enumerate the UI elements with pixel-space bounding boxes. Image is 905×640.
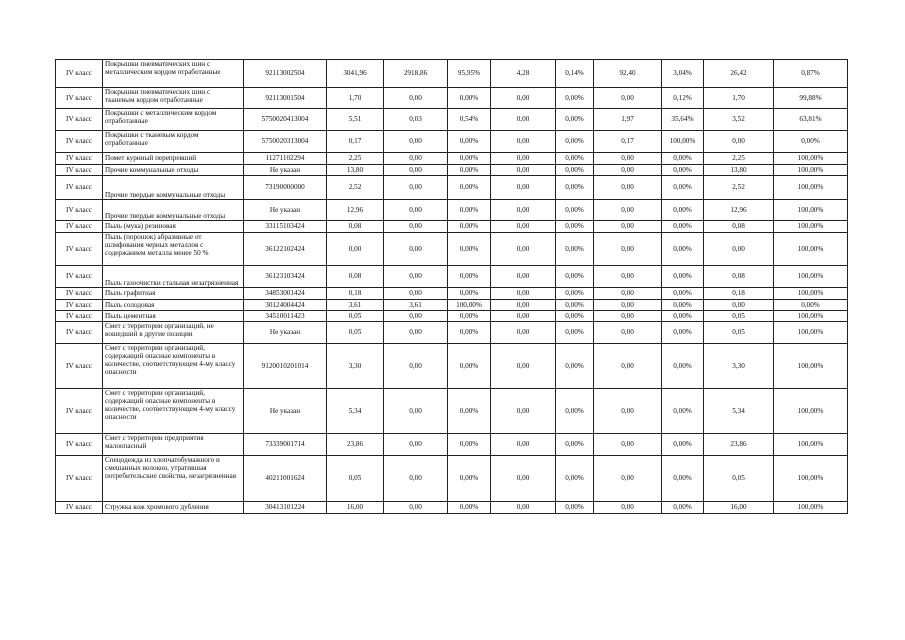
value-4-cell: 0,00 bbox=[594, 233, 662, 266]
value-5-cell: 0,05 bbox=[704, 311, 774, 322]
total-amount-cell: 12,96 bbox=[327, 200, 384, 221]
total-amount-cell: 0,00 bbox=[327, 233, 384, 266]
share-2-cell: 0,00% bbox=[448, 233, 491, 266]
hazard-class-cell: IV класс bbox=[56, 153, 103, 165]
share-5-cell: 0,00% bbox=[774, 300, 848, 311]
share-4-cell: 0,00% bbox=[662, 311, 704, 322]
share-5-cell: 100,00% bbox=[774, 434, 848, 456]
value-5-cell: 26,42 bbox=[704, 60, 774, 88]
hazard-class-cell: IV класс bbox=[56, 322, 103, 344]
share-2-cell: 0,00% bbox=[448, 165, 491, 176]
total-amount-cell: 2,52 bbox=[327, 176, 384, 200]
value-4-cell: 0,00 bbox=[594, 288, 662, 300]
total-amount-cell: 5,51 bbox=[327, 109, 384, 131]
value-3-cell: 0,00 bbox=[491, 131, 556, 153]
share-2-cell: 0,00% bbox=[448, 176, 491, 200]
share-2-cell: 0,00% bbox=[448, 389, 491, 434]
table-row bbox=[56, 221, 848, 233]
value-5-cell: 13,80 bbox=[704, 165, 774, 176]
table-row bbox=[56, 153, 848, 165]
share-5-cell: 100,00% bbox=[774, 502, 848, 514]
share-4-cell: 0,00% bbox=[662, 389, 704, 434]
value-2-cell: 0,03 bbox=[384, 109, 448, 131]
value-3-cell: 4,28 bbox=[491, 60, 556, 88]
waste-name-cell: Покрышки пневматических шин с тканевым кордом отработанные bbox=[103, 88, 244, 109]
fkko-code-cell: Не указан bbox=[244, 322, 327, 344]
value-2-cell: 0,00 bbox=[384, 131, 448, 153]
share-2-cell: 0,00% bbox=[448, 456, 491, 502]
share-3-cell: 0,00% bbox=[556, 165, 594, 176]
value-2-cell: 0,00 bbox=[384, 233, 448, 266]
table-row bbox=[56, 88, 848, 109]
waste-name-cell: Пыль газоочистки стальная незагрязненная bbox=[103, 266, 244, 288]
value-4-cell: 0,00 bbox=[594, 176, 662, 200]
table-row bbox=[56, 200, 848, 221]
share-2-cell: 100,00% bbox=[448, 300, 491, 311]
share-3-cell: 0,00% bbox=[556, 266, 594, 288]
hazard-class-cell: IV класс bbox=[56, 456, 103, 502]
value-4-cell: 0,00 bbox=[594, 200, 662, 221]
share-4-cell: 35,64% bbox=[662, 109, 704, 131]
total-amount-cell: 2,25 bbox=[327, 153, 384, 165]
value-2-cell: 0,00 bbox=[384, 88, 448, 109]
share-3-cell: 0,00% bbox=[556, 434, 594, 456]
table-row bbox=[56, 176, 848, 200]
value-5-cell: 0,00 bbox=[704, 233, 774, 266]
value-2-cell: 0,00 bbox=[384, 311, 448, 322]
hazard-class-cell: IV класс bbox=[56, 311, 103, 322]
waste-name-cell: Спецодежда из хлопчатобумажного и смешанных волокон, утратившая потребительские свойства, незагрязненная bbox=[103, 456, 244, 502]
value-3-cell: 0,00 bbox=[491, 221, 556, 233]
value-3-cell: 0,00 bbox=[491, 311, 556, 322]
value-2-cell: 0,00 bbox=[384, 288, 448, 300]
share-3-cell: 0,00% bbox=[556, 109, 594, 131]
waste-name-cell: Покрышки с металлическим кордом отработанные bbox=[103, 109, 244, 131]
value-3-cell: 0,00 bbox=[491, 153, 556, 165]
share-5-cell: 0,00% bbox=[774, 131, 848, 153]
table-row bbox=[56, 165, 848, 176]
total-amount-cell: 1,70 bbox=[327, 88, 384, 109]
hazard-class-cell: IV класс bbox=[56, 300, 103, 311]
fkko-code-cell: Не указан bbox=[244, 389, 327, 434]
waste-name-cell: Пыль солодовая bbox=[103, 300, 244, 311]
fkko-code-cell: 9120010201014 bbox=[244, 344, 327, 389]
waste-name-cell: Пыль (мука) резиновая bbox=[103, 221, 244, 233]
share-5-cell: 100,00% bbox=[774, 322, 848, 344]
value-3-cell: 0,00 bbox=[491, 502, 556, 514]
share-3-cell: 0,00% bbox=[556, 389, 594, 434]
hazard-class-cell: IV класс bbox=[56, 131, 103, 153]
hazard-class-cell: IV класс bbox=[56, 88, 103, 109]
share-2-cell: 0,00% bbox=[448, 266, 491, 288]
waste-name-cell: Покрышки с тканевым кордом отработанные bbox=[103, 131, 244, 153]
total-amount-cell: 0,08 bbox=[327, 221, 384, 233]
table-row bbox=[56, 389, 848, 434]
share-5-cell: 100,00% bbox=[774, 153, 848, 165]
value-5-cell: 16,00 bbox=[704, 502, 774, 514]
value-5-cell: 0,00 bbox=[704, 131, 774, 153]
share-3-cell: 0,00% bbox=[556, 176, 594, 200]
value-4-cell: 92,40 bbox=[594, 60, 662, 88]
share-4-cell: 0,00% bbox=[662, 434, 704, 456]
value-5-cell: 12,96 bbox=[704, 200, 774, 221]
share-5-cell: 100,00% bbox=[774, 311, 848, 322]
value-2-cell: 0,00 bbox=[384, 266, 448, 288]
share-2-cell: 0,00% bbox=[448, 153, 491, 165]
fkko-code-cell: 11271102294 bbox=[244, 153, 327, 165]
share-2-cell: 0,00% bbox=[448, 221, 491, 233]
total-amount-cell: 0,17 bbox=[327, 131, 384, 153]
waste-name-cell: Покрышки пневматических шин с металлическим кордом отработанные bbox=[103, 60, 244, 88]
value-3-cell: 0,00 bbox=[491, 176, 556, 200]
share-4-cell: 100,00% bbox=[662, 131, 704, 153]
value-3-cell: 0,00 bbox=[491, 344, 556, 389]
fkko-code-cell: 5750020413004 bbox=[244, 109, 327, 131]
share-5-cell: 100,00% bbox=[774, 344, 848, 389]
value-5-cell: 0,05 bbox=[704, 322, 774, 344]
value-4-cell: 0,00 bbox=[594, 153, 662, 165]
value-2-cell: 0,00 bbox=[384, 456, 448, 502]
waste-name-cell: Прочие твердые коммунальные отходы bbox=[103, 200, 244, 221]
value-2-cell: 0,00 bbox=[384, 344, 448, 389]
value-2-cell: 0,00 bbox=[384, 200, 448, 221]
share-3-cell: 0,00% bbox=[556, 233, 594, 266]
value-4-cell: 0,00 bbox=[594, 456, 662, 502]
value-3-cell: 0,00 bbox=[491, 322, 556, 344]
hazard-class-cell: IV класс bbox=[56, 266, 103, 288]
value-5-cell: 0,08 bbox=[704, 266, 774, 288]
table-row bbox=[56, 131, 848, 153]
share-2-cell: 0,00% bbox=[448, 311, 491, 322]
total-amount-cell: 0,05 bbox=[327, 456, 384, 502]
value-3-cell: 0,00 bbox=[491, 456, 556, 502]
waste-name-cell: Смет с территории организаций, содержащий опасные компоненты в количестве, соответствующем 4-му классу опасности bbox=[103, 389, 244, 434]
fkko-code-cell: 92113002504 bbox=[244, 60, 327, 88]
share-4-cell: 0,00% bbox=[662, 322, 704, 344]
share-2-cell: 0,00% bbox=[448, 288, 491, 300]
share-4-cell: 0,00% bbox=[662, 502, 704, 514]
share-4-cell: 0,00% bbox=[662, 456, 704, 502]
value-4-cell: 0,00 bbox=[594, 344, 662, 389]
fkko-code-cell: 92113001504 bbox=[244, 88, 327, 109]
share-2-cell: 0,00% bbox=[448, 434, 491, 456]
fkko-code-cell: Не указан bbox=[244, 200, 327, 221]
fkko-code-cell: 34510011423 bbox=[244, 311, 327, 322]
table-row bbox=[56, 502, 848, 514]
share-4-cell: 0,00% bbox=[662, 300, 704, 311]
value-5-cell: 3,52 bbox=[704, 109, 774, 131]
value-3-cell: 0,00 bbox=[491, 389, 556, 434]
share-2-cell: 0,54% bbox=[448, 109, 491, 131]
value-3-cell: 0,00 bbox=[491, 300, 556, 311]
share-4-cell: 0,00% bbox=[662, 153, 704, 165]
share-3-cell: 0,00% bbox=[556, 131, 594, 153]
waste-name-cell: Пыль (порошок) абразивные от шлифования черных металлов с содержанием металла менее 50 % bbox=[103, 233, 244, 266]
total-amount-cell: 5,34 bbox=[327, 389, 384, 434]
total-amount-cell: 23,86 bbox=[327, 434, 384, 456]
value-3-cell: 0,00 bbox=[491, 233, 556, 266]
table-body bbox=[56, 60, 848, 514]
share-5-cell: 100,00% bbox=[774, 176, 848, 200]
total-amount-cell: 0,08 bbox=[327, 266, 384, 288]
hazard-class-cell: IV класс bbox=[56, 60, 103, 88]
share-3-cell: 0,00% bbox=[556, 288, 594, 300]
fkko-code-cell: 33115103424 bbox=[244, 221, 327, 233]
table-row bbox=[56, 344, 848, 389]
hazard-class-cell: IV класс bbox=[56, 389, 103, 434]
total-amount-cell: 16,00 bbox=[327, 502, 384, 514]
share-5-cell: 99,88% bbox=[774, 88, 848, 109]
total-amount-cell: 3,30 bbox=[327, 344, 384, 389]
share-2-cell: 0,00% bbox=[448, 131, 491, 153]
value-5-cell: 0,05 bbox=[704, 456, 774, 502]
share-5-cell: 100,00% bbox=[774, 165, 848, 176]
table-row bbox=[56, 300, 848, 311]
value-4-cell: 0,00 bbox=[594, 502, 662, 514]
waste-name-cell: Смет с территории организаций, не вошедший в другие позиции bbox=[103, 322, 244, 344]
fkko-code-cell: 73190000000 bbox=[244, 176, 327, 200]
total-amount-cell: 3041,96 bbox=[327, 60, 384, 88]
share-3-cell: 0,00% bbox=[556, 344, 594, 389]
value-5-cell: 1,70 bbox=[704, 88, 774, 109]
share-5-cell: 100,00% bbox=[774, 389, 848, 434]
share-4-cell: 0,00% bbox=[662, 221, 704, 233]
waste-name-cell: Стружка кож хромового дубления bbox=[103, 502, 244, 514]
value-3-cell: 0,00 bbox=[491, 434, 556, 456]
value-3-cell: 0,00 bbox=[491, 88, 556, 109]
value-2-cell: 2918,86 bbox=[384, 60, 448, 88]
value-2-cell: 0,00 bbox=[384, 502, 448, 514]
share-5-cell: 100,00% bbox=[774, 288, 848, 300]
fkko-code-cell: 36123103424 bbox=[244, 266, 327, 288]
fkko-code-cell: 30413101224 bbox=[244, 502, 327, 514]
share-2-cell: 95,95% bbox=[448, 60, 491, 88]
value-2-cell: 0,00 bbox=[384, 389, 448, 434]
share-4-cell: 0,00% bbox=[662, 266, 704, 288]
share-4-cell: 0,12% bbox=[662, 88, 704, 109]
waste-name-cell: Прочие коммунальные отходы bbox=[103, 165, 244, 176]
share-3-cell: 0,00% bbox=[556, 200, 594, 221]
fkko-code-cell: 5750020313004 bbox=[244, 131, 327, 153]
table-row bbox=[56, 456, 848, 502]
value-4-cell: 0,00 bbox=[594, 266, 662, 288]
waste-name-cell: Помет куриный перепревший bbox=[103, 153, 244, 165]
share-3-cell: 0,00% bbox=[556, 221, 594, 233]
value-2-cell: 0,00 bbox=[384, 165, 448, 176]
value-4-cell: 0,00 bbox=[594, 221, 662, 233]
hazard-class-cell: IV класс bbox=[56, 344, 103, 389]
share-3-cell: 0,00% bbox=[556, 456, 594, 502]
share-2-cell: 0,00% bbox=[448, 322, 491, 344]
fkko-code-cell: 40211001624 bbox=[244, 456, 327, 502]
total-amount-cell: 0,05 bbox=[327, 322, 384, 344]
waste-name-cell: Пыль цементная bbox=[103, 311, 244, 322]
value-2-cell: 0,00 bbox=[384, 322, 448, 344]
share-3-cell: 0,00% bbox=[556, 153, 594, 165]
value-3-cell: 0,00 bbox=[491, 109, 556, 131]
value-5-cell: 5,34 bbox=[704, 389, 774, 434]
share-5-cell: 63,81% bbox=[774, 109, 848, 131]
hazard-class-cell: IV класс bbox=[56, 434, 103, 456]
share-3-cell: 0,00% bbox=[556, 311, 594, 322]
share-4-cell: 0,00% bbox=[662, 344, 704, 389]
share-4-cell: 0,00% bbox=[662, 233, 704, 266]
table-row bbox=[56, 233, 848, 266]
share-5-cell: 100,00% bbox=[774, 200, 848, 221]
share-4-cell: 0,00% bbox=[662, 288, 704, 300]
value-2-cell: 0,00 bbox=[384, 434, 448, 456]
value-5-cell: 3,30 bbox=[704, 344, 774, 389]
table-row bbox=[56, 322, 848, 344]
fkko-code-cell: 73339001714 bbox=[244, 434, 327, 456]
share-3-cell: 0,00% bbox=[556, 322, 594, 344]
table-row bbox=[56, 434, 848, 456]
fkko-code-cell: 36122102424 bbox=[244, 233, 327, 266]
hazard-class-cell: IV класс bbox=[56, 233, 103, 266]
table-row bbox=[56, 109, 848, 131]
table-row bbox=[56, 288, 848, 300]
share-5-cell: 100,00% bbox=[774, 266, 848, 288]
fkko-code-cell: 34853001424 bbox=[244, 288, 327, 300]
total-amount-cell: 0,05 bbox=[327, 311, 384, 322]
share-5-cell: 100,00% bbox=[774, 221, 848, 233]
value-4-cell: 0,00 bbox=[594, 311, 662, 322]
waste-name-cell: Смет с территории организаций, содержащий опасные компоненты в количестве, соответствующем 4-му классу опасности bbox=[103, 344, 244, 389]
value-2-cell: 3,61 bbox=[384, 300, 448, 311]
fkko-code-cell: 30124004424 bbox=[244, 300, 327, 311]
fkko-code-cell: Не указан bbox=[244, 165, 327, 176]
value-4-cell: 0,00 bbox=[594, 322, 662, 344]
value-5-cell: 0,08 bbox=[704, 221, 774, 233]
value-4-cell: 0,00 bbox=[594, 389, 662, 434]
value-2-cell: 0,00 bbox=[384, 153, 448, 165]
share-3-cell: 0,00% bbox=[556, 88, 594, 109]
value-3-cell: 0,00 bbox=[491, 288, 556, 300]
share-3-cell: 0,00% bbox=[556, 300, 594, 311]
hazard-class-cell: IV класс bbox=[56, 109, 103, 131]
share-5-cell: 100,00% bbox=[774, 233, 848, 266]
share-4-cell: 0,00% bbox=[662, 165, 704, 176]
value-4-cell: 0,00 bbox=[594, 165, 662, 176]
hazard-class-cell: IV класс bbox=[56, 165, 103, 176]
share-3-cell: 0,00% bbox=[556, 502, 594, 514]
table-row bbox=[56, 60, 848, 88]
total-amount-cell: 0,18 bbox=[327, 288, 384, 300]
value-2-cell: 0,00 bbox=[384, 176, 448, 200]
share-2-cell: 0,00% bbox=[448, 200, 491, 221]
share-5-cell: 100,00% bbox=[774, 456, 848, 502]
table-row bbox=[56, 311, 848, 322]
share-3-cell: 0,14% bbox=[556, 60, 594, 88]
value-4-cell: 0,17 bbox=[594, 131, 662, 153]
waste-table bbox=[55, 59, 848, 514]
waste-name-cell: Пыль графитная bbox=[103, 288, 244, 300]
value-3-cell: 0,00 bbox=[491, 266, 556, 288]
value-5-cell: 2,25 bbox=[704, 153, 774, 165]
total-amount-cell: 3,61 bbox=[327, 300, 384, 311]
value-5-cell: 0,00 bbox=[704, 300, 774, 311]
share-2-cell: 0,00% bbox=[448, 344, 491, 389]
hazard-class-cell: IV класс bbox=[56, 176, 103, 200]
value-4-cell: 1,97 bbox=[594, 109, 662, 131]
hazard-class-cell: IV класс bbox=[56, 200, 103, 221]
value-3-cell: 0,00 bbox=[491, 165, 556, 176]
table-row bbox=[56, 266, 848, 288]
hazard-class-cell: IV класс bbox=[56, 288, 103, 300]
share-5-cell: 0,87% bbox=[774, 60, 848, 88]
share-4-cell: 3,04% bbox=[662, 60, 704, 88]
share-4-cell: 0,00% bbox=[662, 176, 704, 200]
value-5-cell: 0,18 bbox=[704, 288, 774, 300]
waste-name-cell: Прочие твердые коммунальные отходы bbox=[103, 176, 244, 200]
share-4-cell: 0,00% bbox=[662, 200, 704, 221]
value-5-cell: 2,52 bbox=[704, 176, 774, 200]
value-4-cell: 0,00 bbox=[594, 434, 662, 456]
hazard-class-cell: IV класс bbox=[56, 221, 103, 233]
share-2-cell: 0,00% bbox=[448, 502, 491, 514]
share-2-cell: 0,00% bbox=[448, 88, 491, 109]
waste-name-cell: Смет с территории предприятия малоопасный bbox=[103, 434, 244, 456]
total-amount-cell: 13,80 bbox=[327, 165, 384, 176]
value-4-cell: 0,00 bbox=[594, 300, 662, 311]
hazard-class-cell: IV класс bbox=[56, 502, 103, 514]
value-2-cell: 0,00 bbox=[384, 221, 448, 233]
value-5-cell: 23,86 bbox=[704, 434, 774, 456]
value-3-cell: 0,00 bbox=[491, 200, 556, 221]
value-4-cell: 0,00 bbox=[594, 88, 662, 109]
